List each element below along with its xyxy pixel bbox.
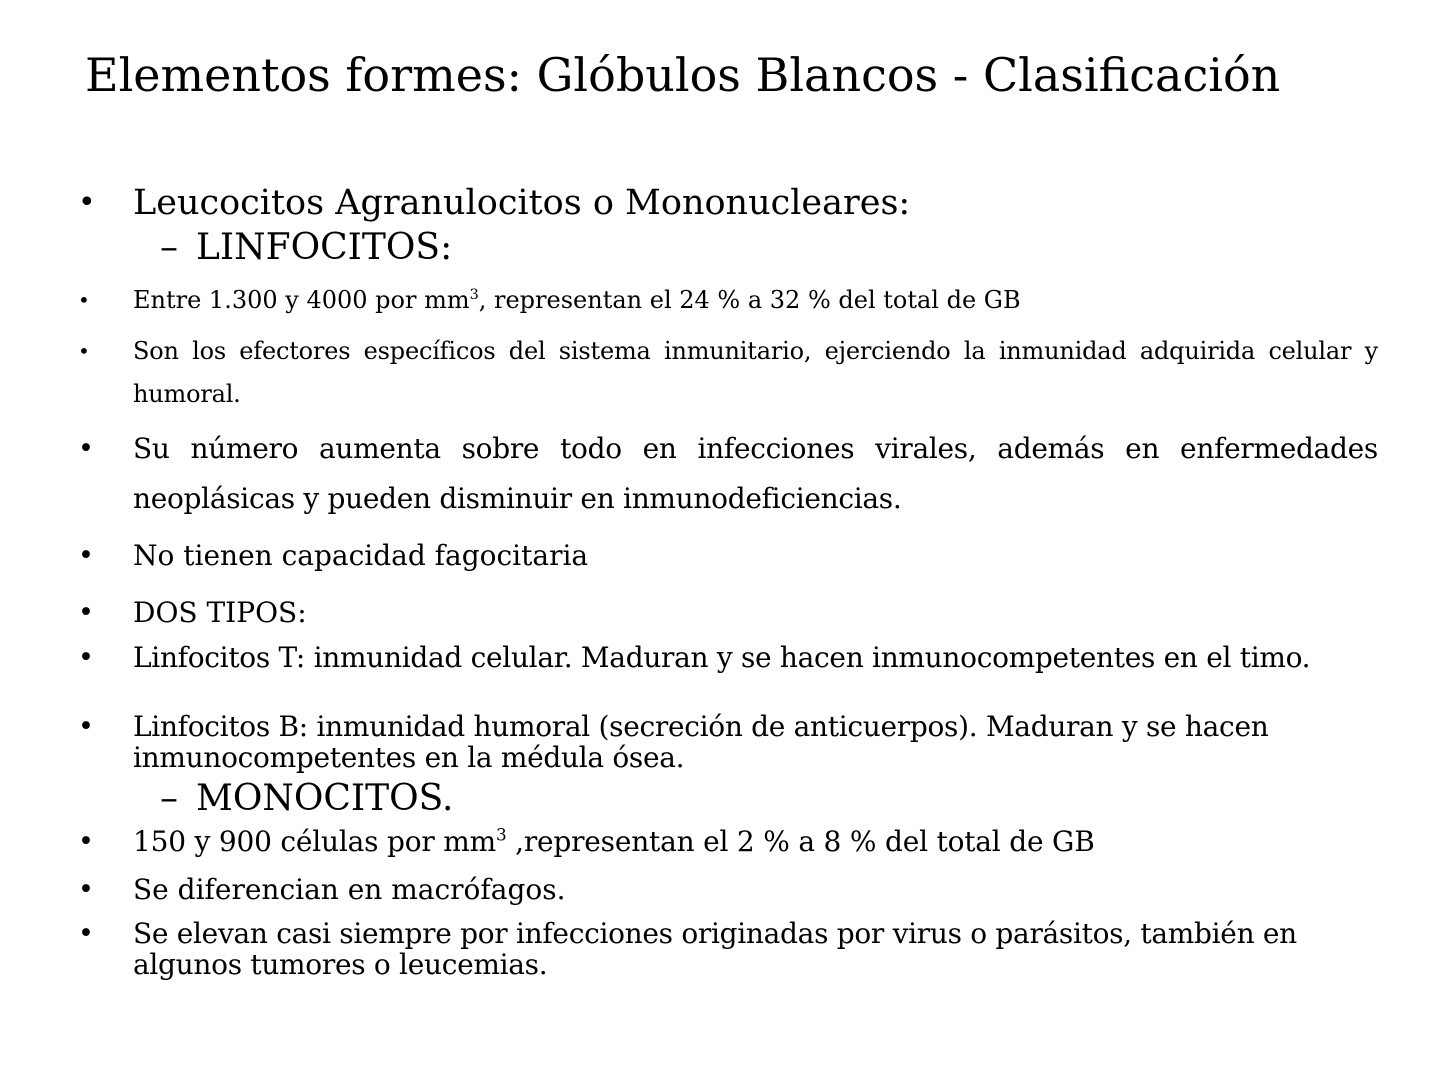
bullet-icon: •: [78, 918, 94, 949]
bullet-icon: •: [78, 339, 90, 363]
linfocitos-b-text: Linfocitos B: inmunidad humoral (secreción de anticuerpos). Maduran y se hacen inmunocompetentes en la médula ósea.: [133, 710, 1269, 774]
bullet-icon: •: [78, 642, 94, 673]
bullet-icon: •: [78, 288, 90, 312]
linfocitos-count-post: , representan el 24 % a 32 % del total de GB: [478, 286, 1021, 314]
linfocitos-efectores-text: Son los efectores específicos del sistema inmunitario, ejerciendo la inmunidad adquirida celular y humoral.: [133, 337, 1378, 408]
subheading-monocitos-label: MONOCITOS.: [196, 778, 454, 819]
linfocitos-aumento-text: Su número aumenta sobre todo en infecciones virales, además en enfermedades neoplásicas y pueden disminuir en inmunodeficiencias.: [133, 432, 1378, 515]
bullet-icon: •: [78, 185, 96, 220]
bullet-icon: •: [78, 433, 94, 464]
linfocitos-count-text: [133, 284, 1378, 316]
slide-title: Elementos formes: Glóbulos Blancos - Clasificación: [85, 48, 1281, 102]
subheading-linfocitos-label: LINFOCITOS:: [196, 227, 453, 268]
bullet-icon: •: [78, 597, 94, 628]
subheading-linfocitos: [160, 225, 452, 271]
linfocitos-t-text: Linfocitos T: inmunidad celular. Maduran y se hacen inmunocompetentes en el timo.: [133, 641, 1311, 674]
subheading-monocitos: [160, 776, 454, 822]
dash-icon: –: [160, 778, 178, 819]
linfocitos-dos-tipos-text: DOS TIPOS:: [133, 596, 307, 629]
dash-icon: –: [160, 227, 178, 268]
bullet-icon: •: [78, 826, 94, 857]
monocitos-count-pre: 150 y 900 células por mm: [133, 825, 496, 858]
monocitos-count-post: ,representan el 2 % a 8 % del total de GB: [506, 825, 1095, 858]
linfocitos-count-sup: 3: [469, 287, 479, 303]
monocitos-macrofagos-text: Se diferencian en macrófagos.: [133, 873, 566, 906]
bullet-icon: •: [78, 540, 94, 571]
monocitos-elevan-text: Se elevan casi siempre por infecciones originadas por virus o parásitos, también en algunos tumores o leucemias.: [133, 917, 1297, 981]
monocitos-count-text: [133, 822, 1378, 862]
monocitos-count-sup: 3: [495, 824, 507, 845]
heading-text: Leucocitos Agranulocitos o Mononucleares:: [133, 183, 911, 223]
bullet-icon: •: [78, 874, 94, 905]
linfocitos-fagocitaria-text: No tienen capacidad fagocitaria: [133, 539, 589, 572]
bullet-icon: •: [78, 711, 94, 742]
linfocitos-count-pre: Entre 1.300 y 4000 por mm: [133, 286, 470, 314]
